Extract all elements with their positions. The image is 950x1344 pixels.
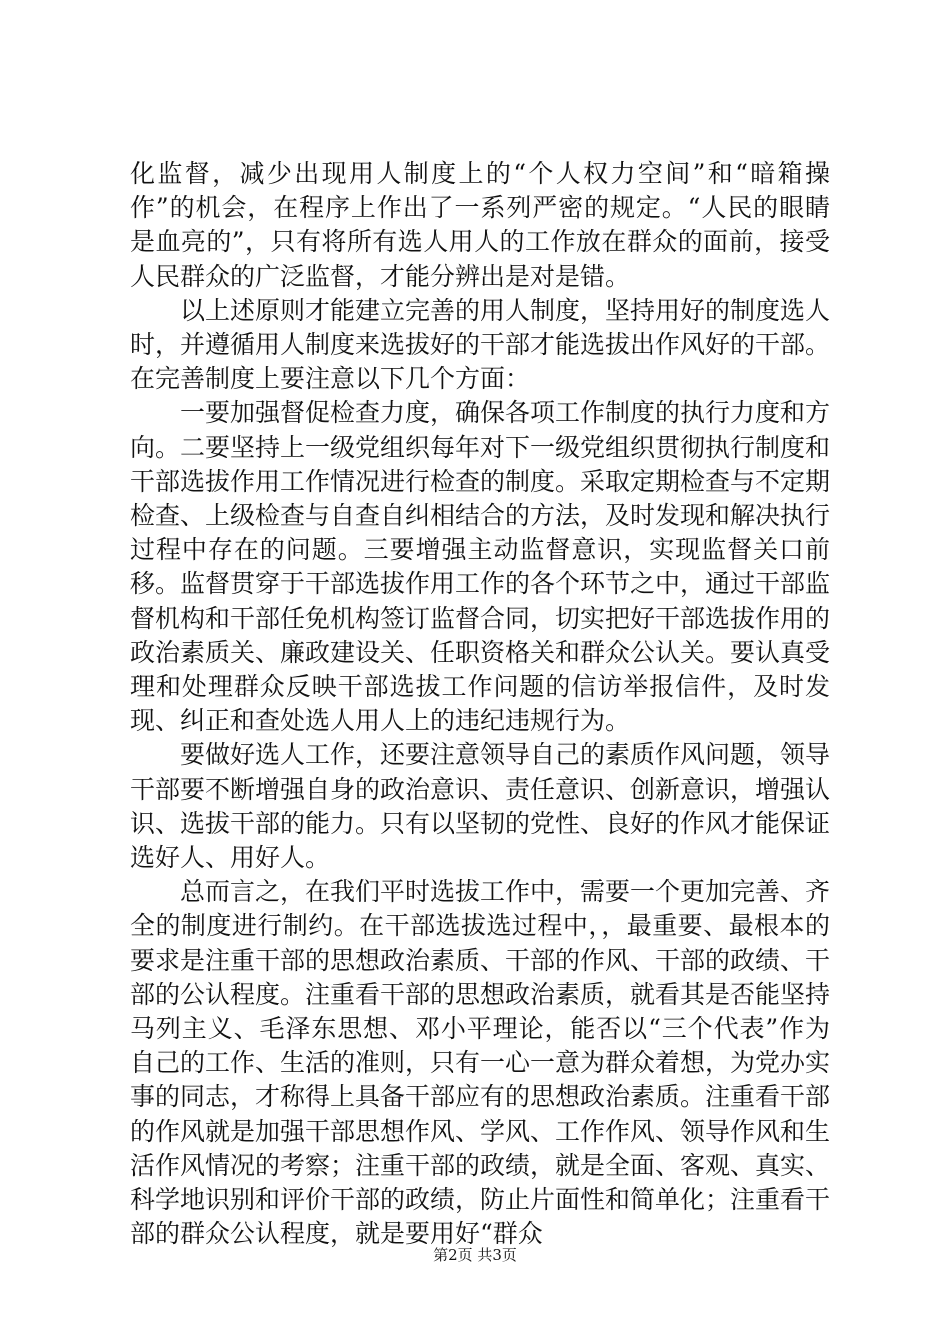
paragraph: 一要加强督促检查力度，确保各项工作制度的执行力度和方向。二要坚持上一级党组织每年对下一级党组织贯彻执行制度和干部选拔作用工作情况进行检查的制度。采取定期检查与不定期检查、上级检查与自查自纠相结合的方法，及时发现和解决执行过程中存在的问题。三要增强主动监督意识，实现监督关口前移。监督贯穿于干部选拔作用工作的各个环节之中，通过干部监督机构和干部任免机构签订监督合同，切实把好干部选拔作用的政治素质关、廉政建设关、任职资格关和群众公认关。要认真受理和处理群众反映干部选拔工作问题的信访举报信件，及时发现、纠正和查处选人用人上的违纪违规行为。 xyxy=(130,398,831,736)
paragraph: 以上述原则才能建立完善的用人制度，坚持用好的制度选人时，并遵循用人制度来选拔好的干部才能选拔出作风好的干部。在完善制度上要注意以下几个方面： xyxy=(130,295,831,394)
page-number-footer: 第2页 共3页 xyxy=(433,1246,517,1264)
paragraph: 总而言之，在我们平时选拔工作中，需要一个更加完善、齐全的制度进行制约。在干部选拔选过程中，，最重要、最根本的要求是注重干部的思想政治素质、干部的作风、干部的政绩、干部的公认程度。注重看干部的思想政治素质，就看其是否能坚持马列主义、毛泽东思想、邓小平理论，能否以“三个代表”作为自己的工作、生活的准则，只有一心一意为群众着想，为党办实事的同志，才称得上具备干部应有的思想政治素质。注重看干部的作风就是加强干部思想作风、学风、工作作风、领导作风和生活作风情况的考察；注重干部的政绩，就是全面、客观、真实、科学地识别和评价干部的政绩，防止片面性和简单化；注重看干部的群众公认程度，就是要用好“群众 xyxy=(130,877,831,1249)
paragraph: 要做好选人工作，还要注意领导自己的素质作风问题，领导干部要不断增强自身的政治意识、责任意识、创新意识，增强认识、选拔干部的能力。只有以坚韧的党性、良好的作风才能保证选好人、用好人。 xyxy=(130,740,831,873)
document-body xyxy=(130,157,830,1252)
paragraph: 化监督，减少出现用人制度上的“个人权力空间”和“暗箱操作”的机会，在程序上作出了一系列严密的规定。“人民的眼睛是血亮的”，只有将所有选人用人的工作放在群众的面前，接受人民群众的广泛监督，才能分辨出是对是错。 xyxy=(130,159,830,291)
